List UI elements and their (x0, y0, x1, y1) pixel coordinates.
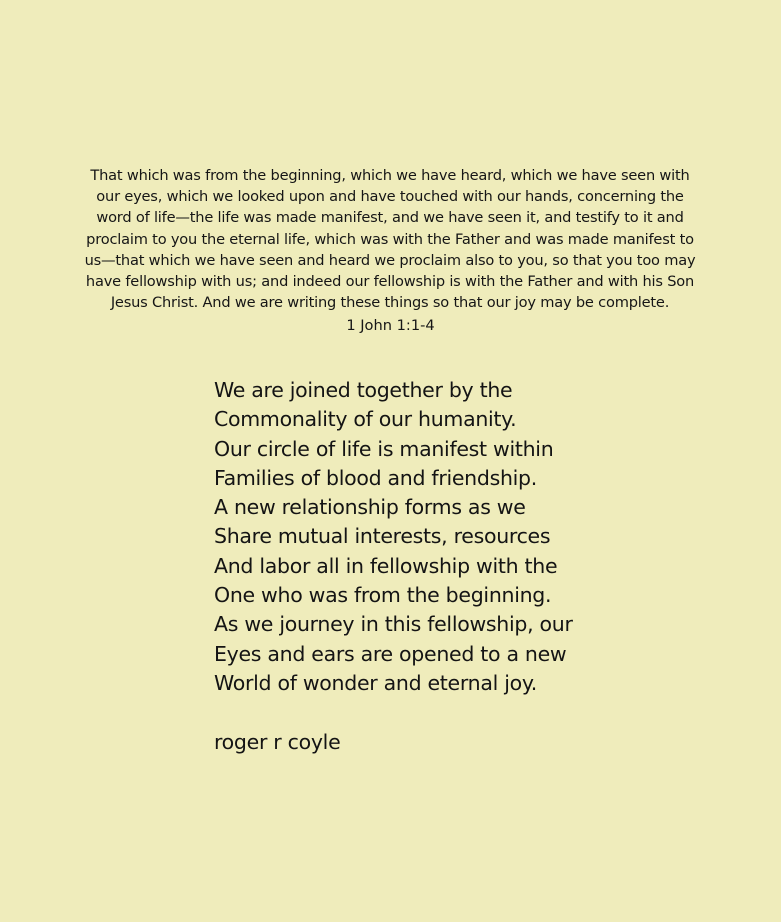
poem-author: roger r coyle (214, 730, 341, 754)
poem (214, 376, 734, 698)
poem-line: Share mutual interests, resources (214, 524, 551, 549)
poem-line: We are joined together by the (214, 378, 513, 402)
poem-line: A new relationship forms as we (214, 495, 526, 520)
poem-line: World of wonder and eternal joy. (214, 670, 537, 695)
scripture-line: Jesus Christ. And we are writing these things so that our joy may be complete. (110, 294, 670, 312)
scripture-line: have fellowship with us; and indeed our fellowship is with the Father and with his Son (85, 273, 695, 291)
scripture-line: That which was from the beginning, which we have heard, which we have seen with (90, 167, 690, 184)
poem-line: One who was from the beginning. (214, 583, 552, 608)
poem-line: As we journey in this fellowship, our (214, 612, 573, 637)
poem-line: Families of blood and friendship. (214, 465, 537, 490)
scripture-line: proclaim to you the eternal life, which was with the Father and was made manifest to (86, 230, 694, 248)
scripture-line: word of life—the life was made manifest, and we have seen it, and testify to it and (96, 209, 684, 227)
poem-line: Commonality of our humanity. (214, 407, 517, 432)
poem-line: Our circle of life is manifest within (214, 436, 554, 461)
poem-line: Eyes and ears are opened to a new (214, 641, 567, 666)
scripture-line: our eyes, which we looked upon and have touched with our hands, concerning the (96, 188, 684, 206)
scripture-line: us—that which we have seen and heard we proclaim also to you, so that you too may (84, 251, 696, 269)
scripture-quote (84, 165, 696, 313)
scripture-reference: 1 John 1:1-4 (346, 317, 435, 334)
poem-line: And labor all in fellowship with the (214, 553, 558, 578)
